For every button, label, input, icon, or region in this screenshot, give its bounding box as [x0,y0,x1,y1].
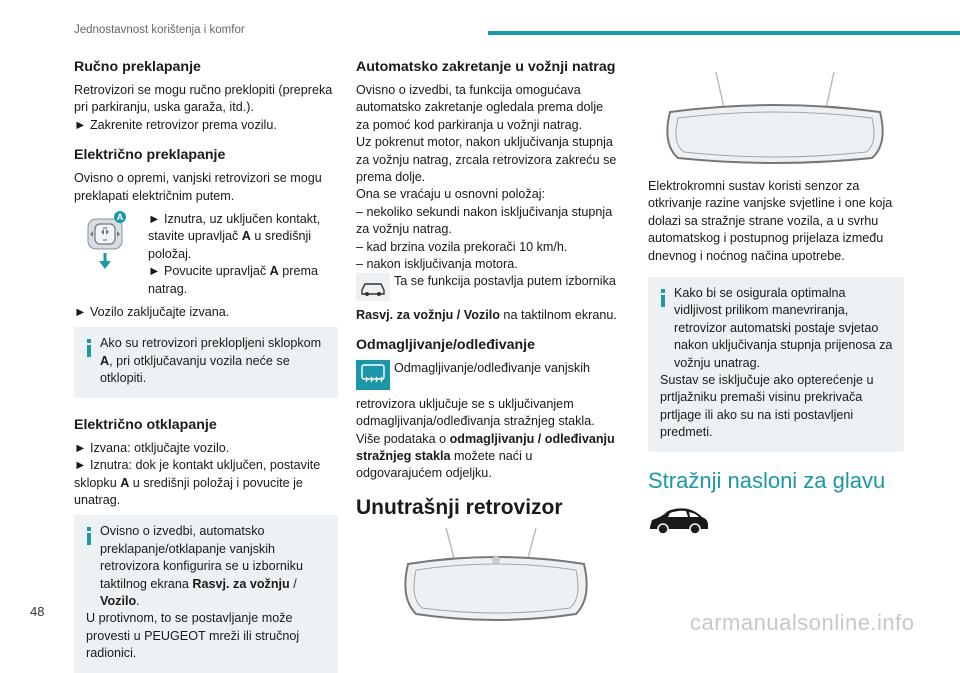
auto-item-2: – kad brzina vozila prekorači 10 km/h. [356,239,568,254]
note-3-text-b: Sustav se isključuje ako opterećenje u prtljažniku premaši visinu prekrivača prtljage ili ako su na isti postavljeni predmeti. [660,373,874,440]
info-note-3 [648,277,904,452]
car-menu-icon [356,273,390,306]
heading-rear-headrests: Stražnji nasloni za glavu [648,467,886,493]
note-1-text: Ako su retrovizori preklopljeni sklopkom A, pri otključavanju vozila neće se otklopiti. [100,336,322,386]
car-silhouette-icon [648,505,904,542]
heading-defrost: Odmagljivanje/odleđivanje [356,337,535,354]
column-middle [356,58,618,634]
heading-electric-unfolding: Električno otklapanje [74,416,217,433]
note-3-text-a: Kako bi se osigurala optimalna vidljivost prilikom manevriranja, retrovizor automatski postaje svjetao nakon uključivanja stupnja prijenosa za vožnju unatrag. [674,286,893,370]
column-right [648,178,904,543]
defrost-text: Odmagljivanje/odleđivanje vanjskih retrovizora uključuje se s uključivanjem odmagljivanja/odleđivanja stražnjeg stakla. [356,361,595,429]
electric-text: Ovisno o opremi, vanjski retrovizori se mogu preklapati električnim putem. [74,171,322,203]
defrost-more: Više podataka o odmagljivanju / odleđivanju stražnjeg stakla možete naći u odgovarajućem odjeljku. [356,431,615,481]
page-number: 48 [30,604,45,619]
info-icon [87,527,92,543]
mirror-switch-icon [86,211,134,278]
switch-label-badge: A [114,211,126,223]
auto-text-2: Uz pokrenut motor, nakon uključivanja stupnja za vožnju natrag, zrcala retrovizora zakreću se prema dolje. [356,135,617,185]
auto-menu-text: Ta se funkcija postavlja putem izbornika Rasvj. za vožnju / Vozilo na taktilnom ekranu. [356,274,617,322]
heading-inner-mirror: Unutrašnji retrovizor [356,495,563,519]
info-icon [87,339,92,355]
auto-item-3: – nakon isključivanja motora. [356,257,518,272]
electric-step-3: ► Vozilo zaključajte izvana. [74,305,230,320]
inner-mirror-illustration [356,528,618,633]
note-2-text-a: Ovisno o izvedbi, automatsko preklapanje/otklapanje vanjskih retrovizora konfigurira se u izborniku taktilnog ekrana Rasvj. za vožnju / Vozilo. [100,524,303,608]
heading-electric-folding: Električno preklapanje [74,147,226,164]
rear-defrost-icon [356,360,390,395]
unfold-step-1: ► Izvana: otključajte vozilo. [74,440,230,455]
column-left [74,58,338,673]
manual-step: ► Zakrenite retrovizor prema vozilu. [74,117,277,132]
auto-text-1: Ovisno o izvedbi, ta funkcija omogućava automatsko zakretanje ogledala prema dolje za pomoć kod parkiranja u vožnji natrag. [356,83,604,132]
info-note-1 [74,327,338,397]
unfold-step-2: ► Iznutra: dok je kontakt uključen, postavite sklopku A u središnji položaj i povucite je unatrag. [74,458,321,507]
manual-text: Retrovizori se mogu ručno preklopiti (prepreka pri parkiranju, uska garaža, itd.). [74,83,333,115]
column-right-illustration [660,72,890,173]
electrochromic-mirror-illustration [660,72,890,168]
mirror-switch-instruction [74,211,338,298]
info-icon [661,289,666,305]
heading-manual-folding: Ručno preklapanje [74,59,201,75]
watermark: carmanualsonline.info [690,610,915,635]
electric-step-1: ► Iznutra, uz uključen kontakt, stavite upravljač A u središnji položaj. [148,212,321,261]
auto-item-1: – nekoliko sekundi nakon isključivanja stupnja za vožnju natrag. [356,204,613,237]
electrochromic-text: Elektrokromni sustav koristi senzor za otkrivanje razine vanjske svjetline i one koja dolazi sa stražnje strane vozila, a u svrhu automatskog i postupnog prijelaza između dnevnog i noćnog načina upotrebe. [648,179,893,263]
header-accent-bar [488,31,960,35]
heading-auto-tilt: Automatsko zakretanje u vožnji natrag [356,59,616,75]
info-note-2 [74,515,338,672]
running-header: Jednostavnost korištenja i komfor [74,24,245,36]
auto-text-3: Ona se vraćaju u osnovni položaj: [356,187,546,202]
electric-step-2: ► Povucite upravljač A prema natrag. [148,264,318,296]
note-2-text-b: U protivnom, to se postavljanje može provesti u PEUGEOT mreži ili stručnoj radionici. [86,611,300,661]
